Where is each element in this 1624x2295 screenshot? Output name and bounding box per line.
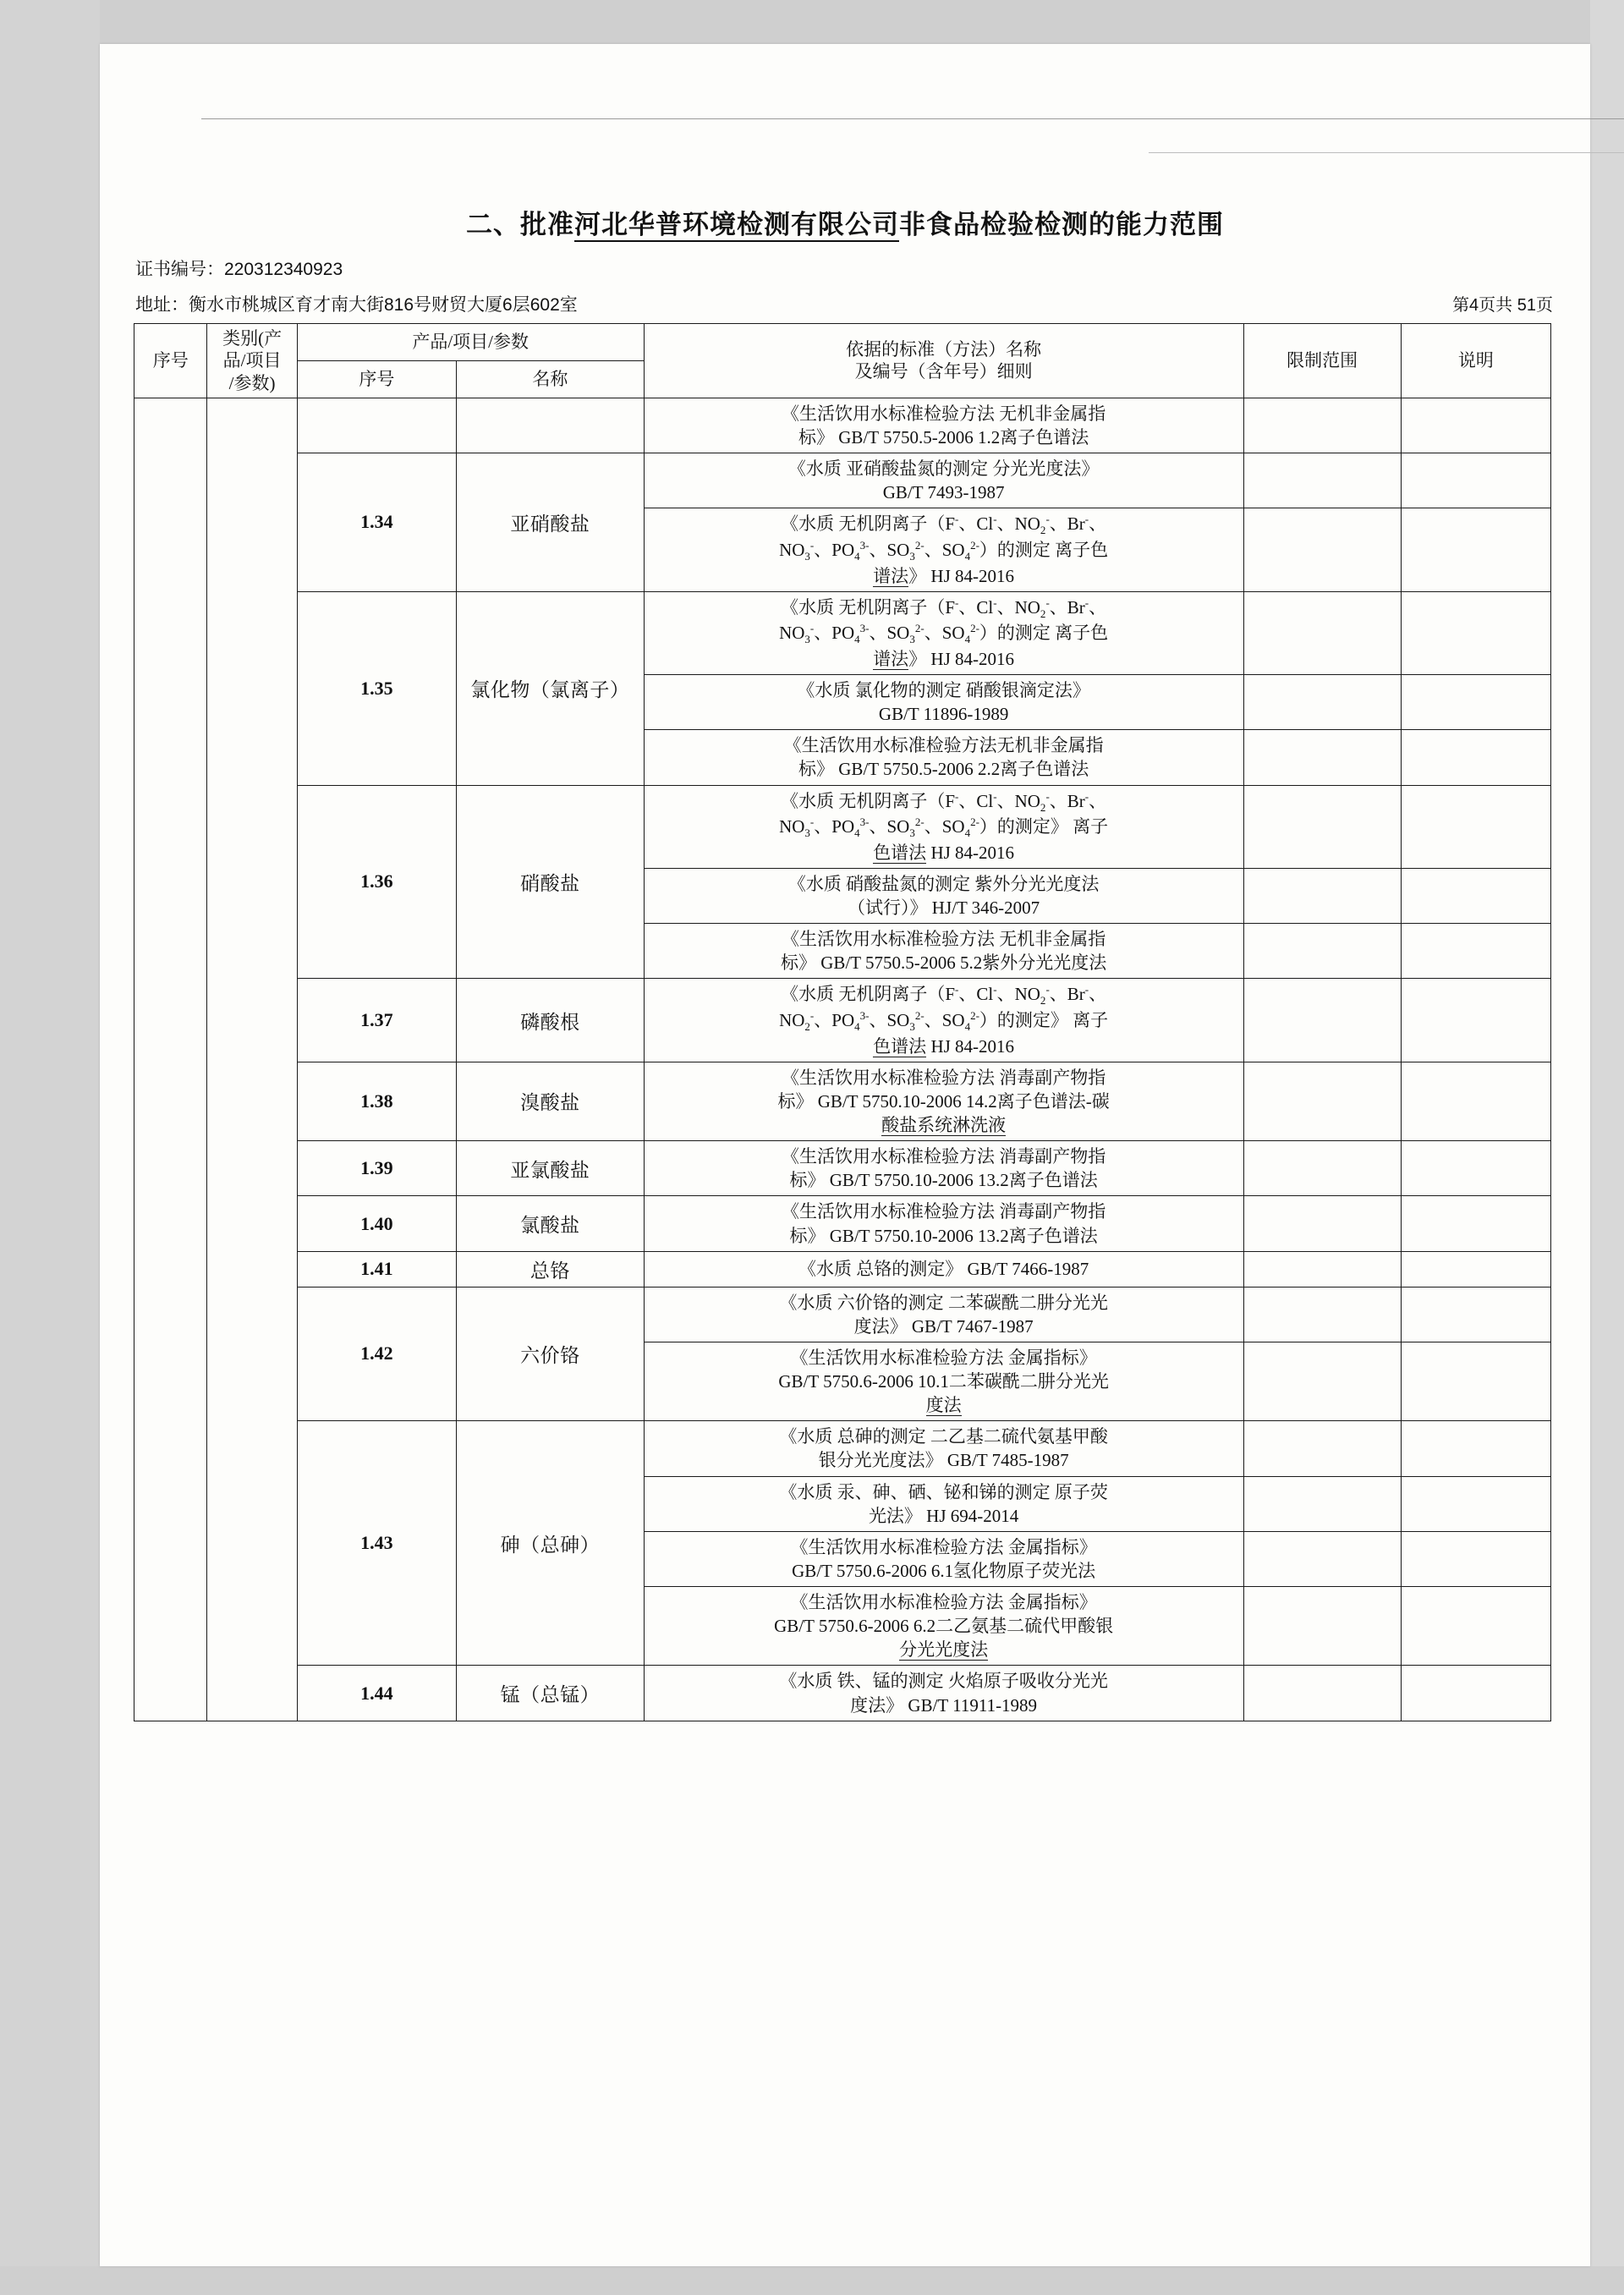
cell-note: [1401, 1476, 1550, 1531]
cell-sub-name: 亚氯酸盐: [457, 1141, 645, 1196]
header-standard: [644, 324, 1243, 398]
cell-standard: 《生活饮用水标准检验方法无机非金属指 标》 GB/T 5750.5-2006 2.2离子色谱法: [644, 730, 1243, 785]
table-row: [134, 591, 1551, 674]
table-row: [134, 1421, 1551, 1476]
table-row: [134, 1196, 1551, 1251]
cell-standard: 《水质 无机阴离子（F-、Cl-、$NO_2^-$、Br-、 $NO_2^-$、$PO_4^{3-}$、$SO_3^{2-}$、$SO_4^{2-}$）的测定》 离子 色谱法 HJ 84-2016: [644, 979, 1243, 1062]
address-value: 衡水市桃城区育才南大街816号财贸大厦6层602室: [189, 295, 578, 315]
page-indicator: 第4页共 51页: [1452, 296, 1553, 315]
cell-sub-name: 磷酸根: [457, 979, 645, 1062]
cell-sub-seq: [297, 398, 456, 453]
header-sub-seq: 序号: [297, 360, 456, 398]
cell-standard: 《水质 无机阴离子（F-、Cl-、$NO_2^-$、Br-、 $NO_3^-$、$PO_4^{3-}$、$SO_3^{2-}$、$SO_4^{2-}$）的测定 离子色 谱法》 HJ 84-2016: [644, 591, 1243, 674]
certificate-number-label: 证书编号：: [135, 260, 224, 279]
cell-note: [1401, 453, 1550, 508]
cell-sub-seq: 1.42: [297, 1287, 456, 1421]
cell-limit: [1243, 591, 1401, 674]
cell-note: [1401, 1062, 1550, 1140]
cell-note: [1401, 868, 1550, 923]
cell-note: [1401, 1287, 1550, 1342]
scan-edge-right: [1590, 0, 1624, 2295]
cell-note: [1401, 924, 1550, 979]
cell-note: [1401, 730, 1550, 785]
cell-limit: [1243, 508, 1401, 591]
cell-standard: 《水质 无机阴离子（F-、Cl-、$NO_2^-$、Br-、 $NO_3^-$、$PO_4^{3-}$、$SO_3^{2-}$、$SO_4^{2-}$）的测定》 离子 色谱法 HJ 84-2016: [644, 785, 1243, 868]
cell-standard: 《生活饮用水标准检验方法 无机非金属指 标》 GB/T 5750.5-2006 5.2紫外分光光度法: [644, 924, 1243, 979]
table-row: [134, 453, 1551, 508]
cell-standard: 《水质 硝酸盐氮的测定 紫外分光光度法 （试行）》 HJ/T 346-2007: [644, 868, 1243, 923]
cell-note: [1401, 979, 1550, 1062]
cell-standard: 《水质 铁、锰的测定 火焰原子吸收分光光 度法》 GB/T 11911-1989: [644, 1666, 1243, 1721]
cell-sub-seq: 1.34: [297, 453, 456, 592]
cell-sub-name: 溴酸盐: [457, 1062, 645, 1140]
cell-note: [1401, 1141, 1550, 1196]
cell-sub-name: 氯化物（氯离子）: [457, 591, 645, 785]
cell-sub-name: [457, 398, 645, 453]
scan-hairline: [201, 118, 1624, 119]
scan-edge-bottom: [0, 2266, 1624, 2295]
cell-limit: [1243, 398, 1401, 453]
page-title-prefix: 二、批准: [466, 210, 574, 239]
cell-limit: [1243, 979, 1401, 1062]
cell-limit: [1243, 1251, 1401, 1287]
cell-limit: [1243, 1666, 1401, 1721]
cell-sub-seq: 1.35: [297, 591, 456, 785]
cell-standard: 《生活饮用水标准检验方法 金属指标》 GB/T 5750.6-2006 6.1氢化物原子荧光法: [644, 1531, 1243, 1586]
scan-edge-top: [0, 0, 1624, 44]
cell-sub-name: 锰（总锰）: [457, 1666, 645, 1721]
cell-note: [1401, 591, 1550, 674]
cell-standard: 《生活饮用水标准检验方法 金属指标》 GB/T 5750.6-2006 6.2二乙氨基二硫代甲酸银 分光光度法: [644, 1587, 1243, 1666]
cell-limit: [1243, 785, 1401, 868]
cell-note: [1401, 1421, 1550, 1476]
table-header-row-1: [134, 324, 1551, 361]
cell-limit: [1243, 1342, 1401, 1420]
cell-sub-seq: 1.39: [297, 1141, 456, 1196]
cell-note: [1401, 1251, 1550, 1287]
cell-standard: 《生活饮用水标准检验方法 无机非金属指 标》 GB/T 5750.5-2006 1.2离子色谱法: [644, 398, 1243, 453]
cell-note: [1401, 1531, 1550, 1586]
cell-limit: [1243, 924, 1401, 979]
cell-sub-seq: 1.40: [297, 1196, 456, 1251]
header-note: 说明: [1401, 324, 1550, 398]
cell-standard: 《水质 无机阴离子（F-、Cl-、$NO_2^-$、Br-、 $NO_3^-$、$PO_4^{3-}$、$SO_3^{2-}$、$SO_4^{2-}$）的测定 离子色 谱法》 HJ 84-2016: [644, 508, 1243, 591]
cell-note: [1401, 1587, 1550, 1666]
cell-note: [1401, 508, 1550, 591]
table-row: [134, 1666, 1551, 1721]
cell-note: [1401, 398, 1550, 453]
page-title-company: 河北华普环境检测有限公司: [574, 210, 899, 242]
cell-sub-seq: 1.43: [297, 1421, 456, 1666]
cell-limit: [1243, 1587, 1401, 1666]
cell-sub-seq: 1.36: [297, 785, 456, 979]
table-row: [134, 979, 1551, 1062]
scan-hairline-secondary: [1149, 152, 1624, 153]
table-row: [134, 785, 1551, 868]
cell-limit: [1243, 675, 1401, 730]
table-row: [134, 1287, 1551, 1342]
cell-limit: [1243, 453, 1401, 508]
cell-note: [1401, 785, 1550, 868]
cell-seq-merged: [134, 398, 207, 1721]
cell-sub-name: 硝酸盐: [457, 785, 645, 979]
cell-sub-name: 六价铬: [457, 1287, 645, 1421]
cell-standard: 《生活饮用水标准检验方法 消毒副产物指 标》 GB/T 5750.10-2006 13.2离子色谱法: [644, 1196, 1243, 1251]
scan-edge-left: [0, 0, 100, 2295]
table-row: [134, 1251, 1551, 1287]
cell-standard: 《水质 汞、砷、硒、铋和锑的测定 原子荧 光法》 HJ 694-2014: [644, 1476, 1243, 1531]
header-limit: 限制范围: [1243, 324, 1401, 398]
cell-sub-seq: 1.37: [297, 979, 456, 1062]
cell-standard: 《生活饮用水标准检验方法 消毒副产物指 标》 GB/T 5750.10-2006 14.2离子色谱法-碳 酸盐系统淋洗液: [644, 1062, 1243, 1140]
cell-note: [1401, 1196, 1550, 1251]
address-label: 地址：: [135, 295, 189, 315]
cell-limit: [1243, 1531, 1401, 1586]
cell-note: [1401, 675, 1550, 730]
cell-sub-name: 氯酸盐: [457, 1196, 645, 1251]
cell-note: [1401, 1666, 1550, 1721]
cell-sub-seq: 1.44: [297, 1666, 456, 1721]
header-sub-name: 名称: [457, 360, 645, 398]
cell-standard: 《水质 六价铬的测定 二苯碳酰二肼分光光 度法》 GB/T 7467-1987: [644, 1287, 1243, 1342]
header-product-group: 产品/项目/参数: [297, 324, 644, 361]
capability-scope-table: [134, 323, 1551, 1721]
cell-standard: 《水质 亚硝酸盐氮的测定 分光光度法》 GB/T 7493-1987: [644, 453, 1243, 508]
cell-sub-seq: 1.38: [297, 1062, 456, 1140]
page-title-suffix: 非食品检验检测的能力范围: [899, 210, 1224, 239]
header-seq: 序号: [134, 324, 207, 398]
cell-limit: [1243, 1476, 1401, 1531]
certificate-number-value: 220312340923: [224, 260, 343, 279]
table-row: [134, 1062, 1551, 1140]
cell-limit: [1243, 1062, 1401, 1140]
cell-category-merged: [207, 398, 297, 1721]
cell-limit: [1243, 1287, 1401, 1342]
cell-standard: 《水质 氯化物的测定 硝酸银滴定法》 GB/T 11896-1989: [644, 675, 1243, 730]
header-standard-line1: 依据的标准（方法）名称: [846, 339, 1042, 360]
document-paper: [100, 44, 1590, 2266]
cell-standard: 《生活饮用水标准检验方法 消毒副产物指 标》 GB/T 5750.10-2006 13.2离子色谱法: [644, 1141, 1243, 1196]
address-line: [135, 291, 578, 316]
cell-sub-name: 总铬: [457, 1251, 645, 1287]
cell-limit: [1243, 730, 1401, 785]
cell-standard: 《水质 总铬的测定》 GB/T 7466-1987: [644, 1251, 1243, 1287]
certificate-number: [135, 255, 343, 281]
header-standard-line2: 及编号（含年号）细则: [854, 361, 1033, 382]
header-category: 类别(产 品/项目 /参数): [207, 324, 297, 398]
cell-sub-name: 亚硝酸盐: [457, 453, 645, 592]
cell-limit: [1243, 1196, 1401, 1251]
cell-sub-seq: 1.41: [297, 1251, 456, 1287]
table-row: [134, 398, 1551, 453]
cell-standard: 《水质 总砷的测定 二乙基二硫代氨基甲酸 银分光光度法》 GB/T 7485-1987: [644, 1421, 1243, 1476]
cell-sub-name: 砷（总砷）: [457, 1421, 645, 1666]
cell-limit: [1243, 1141, 1401, 1196]
page-title: [100, 203, 1590, 241]
cell-limit: [1243, 1421, 1401, 1476]
cell-limit: [1243, 868, 1401, 923]
table-row: [134, 1141, 1551, 1196]
cell-standard: 《生活饮用水标准检验方法 金属指标》 GB/T 5750.6-2006 10.1二苯碳酰二肼分光光 度法: [644, 1342, 1243, 1420]
cell-note: [1401, 1342, 1550, 1420]
